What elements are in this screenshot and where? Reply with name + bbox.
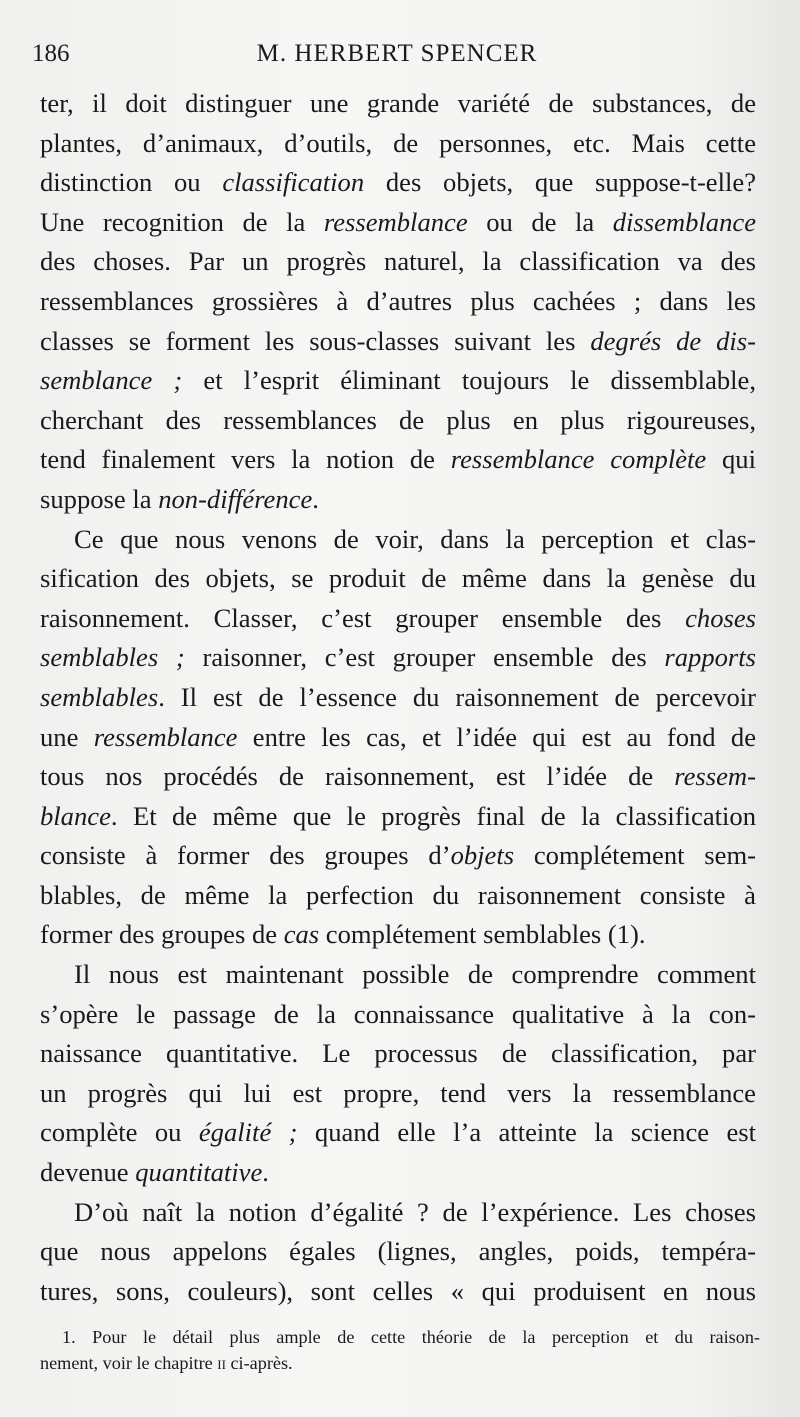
text-line: tous nos procédés de raisonnement, est l’idée de ressem-: [40, 761, 756, 792]
text-line: naissance quantitative. Le processus de classification, par: [40, 1038, 756, 1069]
text-line: blance. Et de même que le progrès final de la classification: [40, 800, 756, 831]
text-line: plantes, d’animaux, d’outils, de personnes, etc. Mais cette: [40, 127, 756, 158]
footnote: [40, 1324, 760, 1376]
footnote-line: 1. Pour le détail plus ample de cette théorie de la perception et du raison-: [62, 1327, 760, 1347]
text-line: consiste à former des groupes d’objets complétement sem-: [40, 840, 756, 871]
text-line: ter, il doit distinguer une grande variété de substances, de: [40, 88, 756, 118]
text-line: une ressemblance entre les cas, et l’idée qui est au fond de: [40, 721, 756, 752]
text-line: Il nous est maintenant possible de comprendre comment: [74, 959, 756, 990]
text-line: D’où naît la notion d’égalité ? de l’expérience. Les choses: [74, 1196, 756, 1227]
text-line: raisonnement. Classer, c’est grouper ensemble des choses: [40, 602, 756, 633]
text-line: tend finalement vers la notion de ressemblance complète qui: [40, 444, 756, 475]
text-line: semblables. Il est de l’essence du raisonnement de percevoir: [40, 681, 756, 712]
body-text: [40, 84, 756, 1311]
text-line: semblance ; et l’esprit éliminant toujours le dissemblable,: [40, 365, 757, 396]
page-header: [32, 40, 762, 76]
text-line: tures, sons, couleurs), sont celles « qui produisent en nous: [40, 1275, 756, 1306]
text-line: ressemblances grossières à d’autres plus cachées ; dans les: [40, 285, 756, 316]
text-line: cherchant des ressemblances de plus en plus rigoureuses,: [40, 404, 756, 435]
text-line: semblables ; raisonner, c’est grouper ensemble des rapports: [40, 642, 757, 673]
text-line: des choses. Par un progrès naturel, la classification va des: [40, 246, 756, 277]
text-line: blables, de même la perfection du raisonnement consiste à: [40, 879, 756, 910]
text-line: devenue quantitative.: [40, 1157, 269, 1188]
text-line: classes se forment les sous-classes suivant les degrés de dis-: [40, 325, 757, 356]
text-line: suppose la non-différence.: [40, 483, 319, 514]
text-line: Ce que nous venons de voir, dans la perception et clas-: [74, 523, 756, 554]
text-line: sification des objets, se produit de même dans la genèse du: [40, 563, 756, 594]
text-line: former des groupes de cas complétement semblables (1).: [40, 919, 646, 950]
footnote-line: nement, voir le chapitre ii ci-après.: [40, 1353, 293, 1373]
text-line: distinction ou classification des objets, que suppose-t-elle?: [40, 167, 756, 198]
text-line: Une recognition de la ressemblance ou de la dissemblance: [40, 206, 756, 237]
text-line: que nous appelons égales (lignes, angles, poids, tempéra-: [40, 1236, 756, 1267]
text-line: s’opère le passage de la connaissance qualitative à la con-: [40, 998, 756, 1029]
text-line: un progrès qui lui est propre, tend vers la ressemblance: [40, 1077, 756, 1108]
text-line: complète ou égalité ; quand elle l’a atteinte la science est: [40, 1117, 757, 1148]
running-title: M. HERBERT SPENCER: [256, 40, 538, 67]
page-number: 186: [32, 40, 70, 67]
